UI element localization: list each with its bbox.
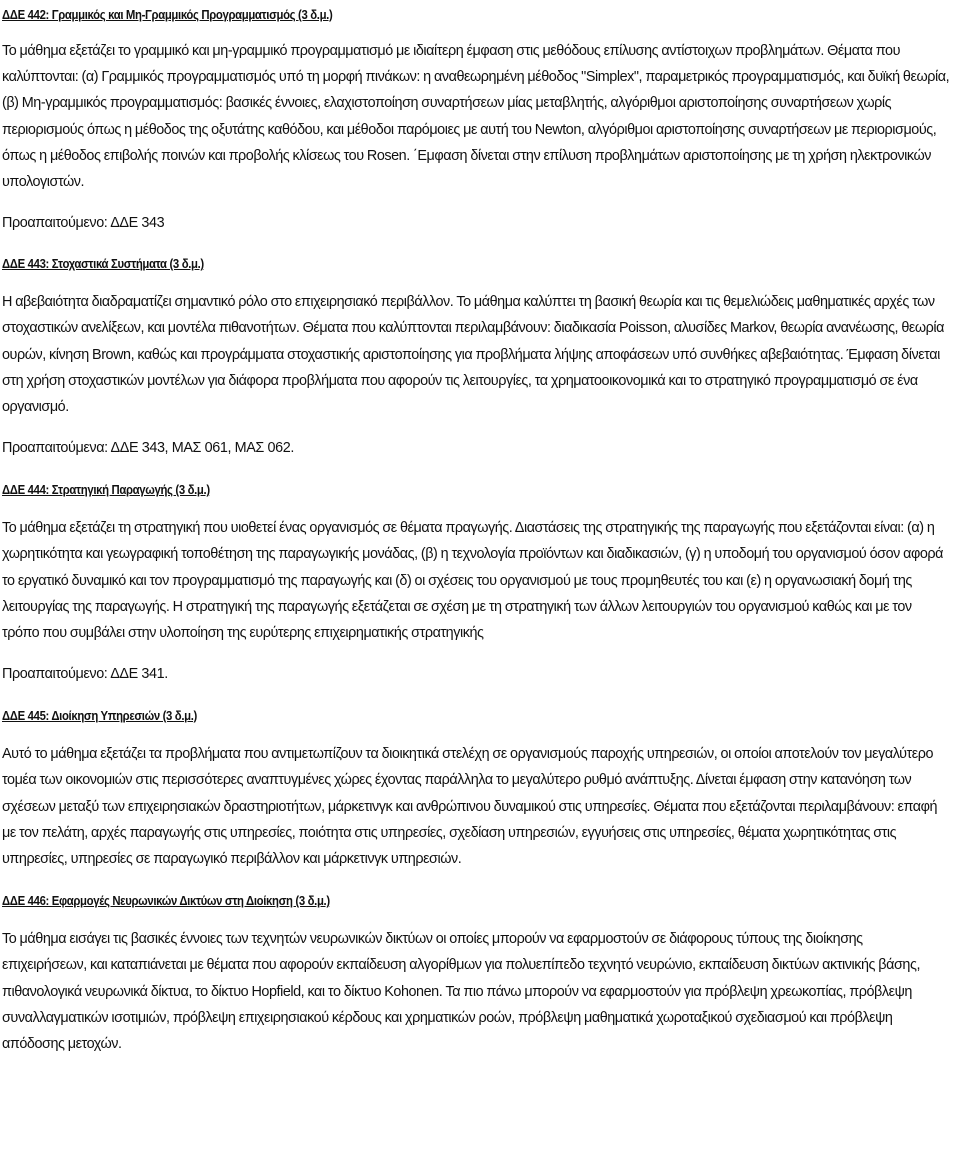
course-heading: ΔΔΕ 442: Γραμμικός και Μη-Γραμμικός Προγραμματισμός (3 δ.μ.) [2,7,333,22]
course-dde-444 [2,481,950,686]
course-heading: ΔΔΕ 445: Διοίκηση Υπηρεσιών (3 δ.μ.) [2,708,197,724]
course-prerequisite: Προαπαιτούμενο: ΔΔΕ 341. [2,666,168,683]
course-description: Το μάθημα εξετάζει τη στρατηγική που υιοθετεί ένας οργανισμός σε θέματα πραγωγής. Διαστάσεις της στρατηγικής της παραγωγής που εξετάζονται είναι: (α) η χωρητικότητα και γεωγραφική τοποθέτηση της παραγωγικής μονάδας, (β) η τεχνολογία προϊόντων και διαδικασιών, (γ) η υποδομή του οργανισμού όσον αφορά το εργατικό δυναμικό και τον προγραμματισμό της παραγωγής και (δ) οι σχέσεις του οργανισμού με τους προμηθευτές του και (ε) η οργανωσιακή δομή της λειτουργίας της παραγωγής. Η στρατηγική της παραγωγής εξετάζεται σε σχέση με τη στρατηγική των άλλων λειτουργιών του οργανισμού καθώς και με τον τρόπο που συμβάλει στην υλοποίηση της ευρύτερης επιχειρηματικής στρατηγικής [2,520,944,642]
course-dde-445 [2,707,950,872]
course-description: Το μάθημα εξετάζει το γραμμικό και μη-γραμμικό προγραμματισμό με ιδιαίτερη έμφαση στις μεθόδους επίλυσης αντίστοιχων προβλημάτων. Θέματα που καλύπτονται: (α) Γραμμικός προγραμματισμός υπό τη μορφή πινάκων: η αναθεωρημένη μέθοδος "Simplex", παραμετρικός προγραμματισμός, και δυϊκή θεωρία, (β) Μη-γραμμικός προγραμματισμός: βασικές έννοιες, ελαχιστοποίηση συναρτήσεων μίας μεταβλητής, αλγόριθμοι αριστοποίησης συναρτήσεων χωρίς περιορισμούς όπως η μέθοδος της οξυτάτης καθόδου, και μέθοδοι παρόμοιες με αυτή του Newton, αλγόριθμοι αριστοποίησης συναρτήσεων με περιορισμούς, όπως η μέθοδος επιβολής ποινών και προβολής κλίσεως του Rosen. ΄Εμφαση δίνεται στην επίλυση προβλημάτων αριστοποίησης με τη χρήση ηλεκτρονικών υπολογιστών. [2,43,950,191]
course-prerequisite: Προαπαιτούμενο: ΔΔΕ 343 [2,215,165,232]
course-description: Η αβεβαιότητα διαδραματίζει σημαντικό ρόλο στο επιχειρησιακό περιβάλλον. Το μάθημα καλύπτει τη βασική θεωρία και τις θεμελιώδεις μαθηματικές αρχές των στοχαστικών ανελίξεων, και μοντέλα πιθανοτήτων. Θέματα που καλύπτονται περιλαμβάνουν: διαδικασία Poisson, αλυσίδες Markov, θεωρία ανανέωσης, θεωρία ουρών, κίνηση Brown, καθώς και προγράμματα στοχαστικής αριστοποίησης για προβλήματα λήψης αποφάσεων υπό συνθήκες αβεβαιότητας. Έμφαση δίνεται στη χρήση στοχαστικών μοντέλων για διάφορα προβλήματα που αφορούν τις λειτουργίες, τα χρηματοοικονομικά και το στρατηγικό προγραμματισμό σε ένα οργανισμό. [2,294,945,416]
course-ddе-442 [2,6,950,235]
course-dde-446 [2,892,950,1057]
course-heading: ΔΔΕ 443: Στοχαστικά Συστήματα (3 δ.μ.) [2,256,204,272]
course-dde-443 [2,255,950,460]
course-heading: ΔΔΕ 444: Στρατηγική Παραγωγής (3 δ.μ.) [2,482,210,498]
course-prerequisite: Προαπαιτούμενα: ΔΔΕ 343, ΜΑΣ 061, ΜΑΣ 062. [2,440,294,457]
course-description: Αυτό το μάθημα εξετάζει τα προβλήματα που αντιμετωπίζουν τα διοικητικά στελέχη σε οργανισμούς παροχής υπηρεσιών, οι οποίοι αποτελούν τον μεγαλύτερο τομέα των οικονομιών στις περισσότερες αναπτυγμένες χώρες έχοντας παράλληλα το μεγαλύτερο ρυθμό ανάπτυξης. Δίνεται έμφαση στην κατανόηση των σχέσεων μεταξύ των επιχειρησιακών δραστηριοτήτων, μάρκετινγκ και ανθρώπινου δυναμικού στις υπηρεσίες. Θέματα που εξετάζονται περιλαμβάνουν: επαφή με τον πελάτη, αρχές παραγωγής στις υπηρεσίες, ποιότητα στις υπηρεσίες, σχεδίαση υπηρεσιών, εγγυήσεις στις υπηρεσίες, θέματα χωρητικότητας στις υπηρεσίες, υπηρεσίες σε παραγωγικό περιβάλλον και μάρκετινγκ υπηρεσιών. [2,746,938,868]
course-heading: ΔΔΕ 446: Εφαρμογές Νευρωνικών Δικτύων στη Διοίκηση (3 δ.μ.) [2,893,330,909]
course-description: Το μάθημα εισάγει τις βασικές έννοιες των τεχνητών νευρωνικών δικτύων οι οποίες μπορούν να εφαρμοστούν σε διάφορους τύπους της διοίκησης επιχειρήσεων, και καταπιάνεται με θέματα που αφορούν εκπαίδευση αλγορίθμων για πολυεπίπεδο τεχνητό νευρώνιο, εκπαίδευση δικτύων ακτινικής βάσης, πιθανολογικά νευρωνικά δίκτυα, το δίκτυο Hopfield, και το δίκτυο Kohonen. Τα πιο πάνω μπορούν να εφαρμοστούν για πρόβλεψη χρεωκοπίας, πρόβλεψη συναλλαγματικών ισοτιμιών, πρόβλεψη επιχειρησιακού κέρδους και χρηματικών ροών, πρόβλεψη μαθηματικά χωροταξικού σχεδιασμού και πρόβλεψη απόδοσης μετοχών. [2,931,921,1053]
